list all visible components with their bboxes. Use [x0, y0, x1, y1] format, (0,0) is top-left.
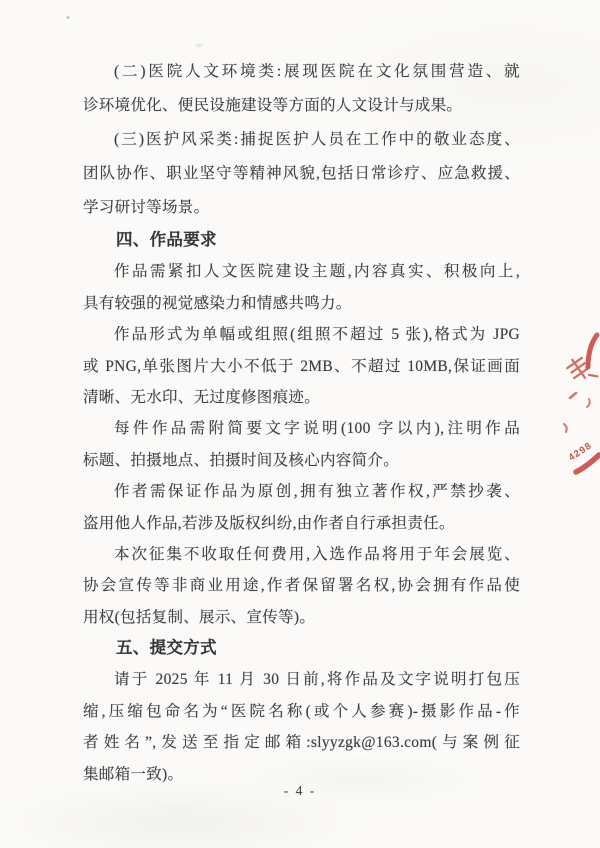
text-line: 或 PNG,单张图片大小不低于 2MB、不超过 10MB,保证画面 — [83, 357, 520, 375]
paragraph — [83, 256, 520, 319]
text-line: (二)医院人文环境类:展现医院在文化氛围营造、就 — [114, 63, 520, 80]
paragraph — [83, 123, 520, 225]
text-line: (三)医护风采类:捕捉医护人员在工作中的敬业态度、 — [114, 131, 520, 148]
text-line: 者姓名”,发送至指定邮箱:slyyzgk@163.com(与案例征 — [83, 734, 520, 752]
seal-stamp — [558, 331, 600, 481]
section-heading — [83, 225, 520, 256]
stamp-digits: 4298 — [566, 440, 595, 464]
paragraph — [83, 664, 520, 790]
heading-line: 五、提交方式 — [116, 639, 217, 658]
text-line: 标题、拍摄地点、拍摄时间及核心内容简介。 — [83, 451, 400, 469]
paragraph — [83, 413, 520, 476]
paragraph — [83, 319, 520, 413]
stamp-top-arc — [588, 335, 597, 367]
document-body — [83, 55, 520, 790]
text-line: 每件作品需附简要文字说明(100 字以内),注明作品 — [114, 420, 520, 438]
seal-stamp-icon — [558, 331, 600, 481]
text-line: 具有较强的视觉感染力和情感共鸣力。 — [83, 294, 352, 312]
stamp-comma-mark — [564, 424, 567, 432]
section-heading — [83, 633, 520, 664]
scan-speck — [66, 16, 70, 19]
text-line: 协会宣传等非商业用途,作者保留署名权,协会拥有作品使 — [83, 577, 520, 595]
stamp-curl-mark — [587, 399, 590, 407]
page-number: - 4 - — [283, 783, 317, 798]
paragraph — [83, 476, 520, 539]
text-line: 作者需保证作品为原创,拥有独立著作权,严禁抄袭、 — [114, 483, 520, 501]
text-line: 盗用他人作品,若涉及版权纠纷,由作者自行承担责任。 — [83, 514, 455, 532]
paragraph — [83, 539, 520, 633]
text-line: 学习研讨等场景。 — [83, 199, 210, 216]
text-line: 诊环境优化、便民设施建设等方面的人文设计与成果。 — [83, 97, 463, 114]
text-line: 缩,压缩包命名为“医院名称(或个人参赛)-摄影作品-作 — [83, 702, 520, 720]
text-line: 请于 2025 年 11 月 30 日前,将作品及文字说明打包压 — [114, 671, 520, 689]
heading-line: 四、作品要求 — [116, 231, 217, 249]
paragraph — [83, 55, 520, 123]
scan-speck — [194, 43, 204, 48]
stamp-tick-mark — [570, 393, 576, 398]
text-line: 团队协作、职业坚守等精神风貌,包括日常诊疗、应急救援、 — [83, 165, 520, 182]
text-line: 作品形式为单幅或组照(组照不超过 5 张),格式为 JPG — [114, 326, 520, 344]
text-line: 本次征集不收取任何费用,入选作品将用于年会展览、 — [114, 545, 520, 563]
text-line: 清晰、无水印、无过度修图痕迹。 — [83, 388, 321, 406]
text-line: 集邮箱一致)。 — [83, 765, 184, 783]
text-line: 用权(包括复制、展示、宣传等)。 — [83, 608, 316, 626]
text-line: 作品需紧扣人文医院建设主题,内容真实、积极向上, — [114, 263, 520, 281]
stamp-character-marks — [565, 353, 597, 387]
